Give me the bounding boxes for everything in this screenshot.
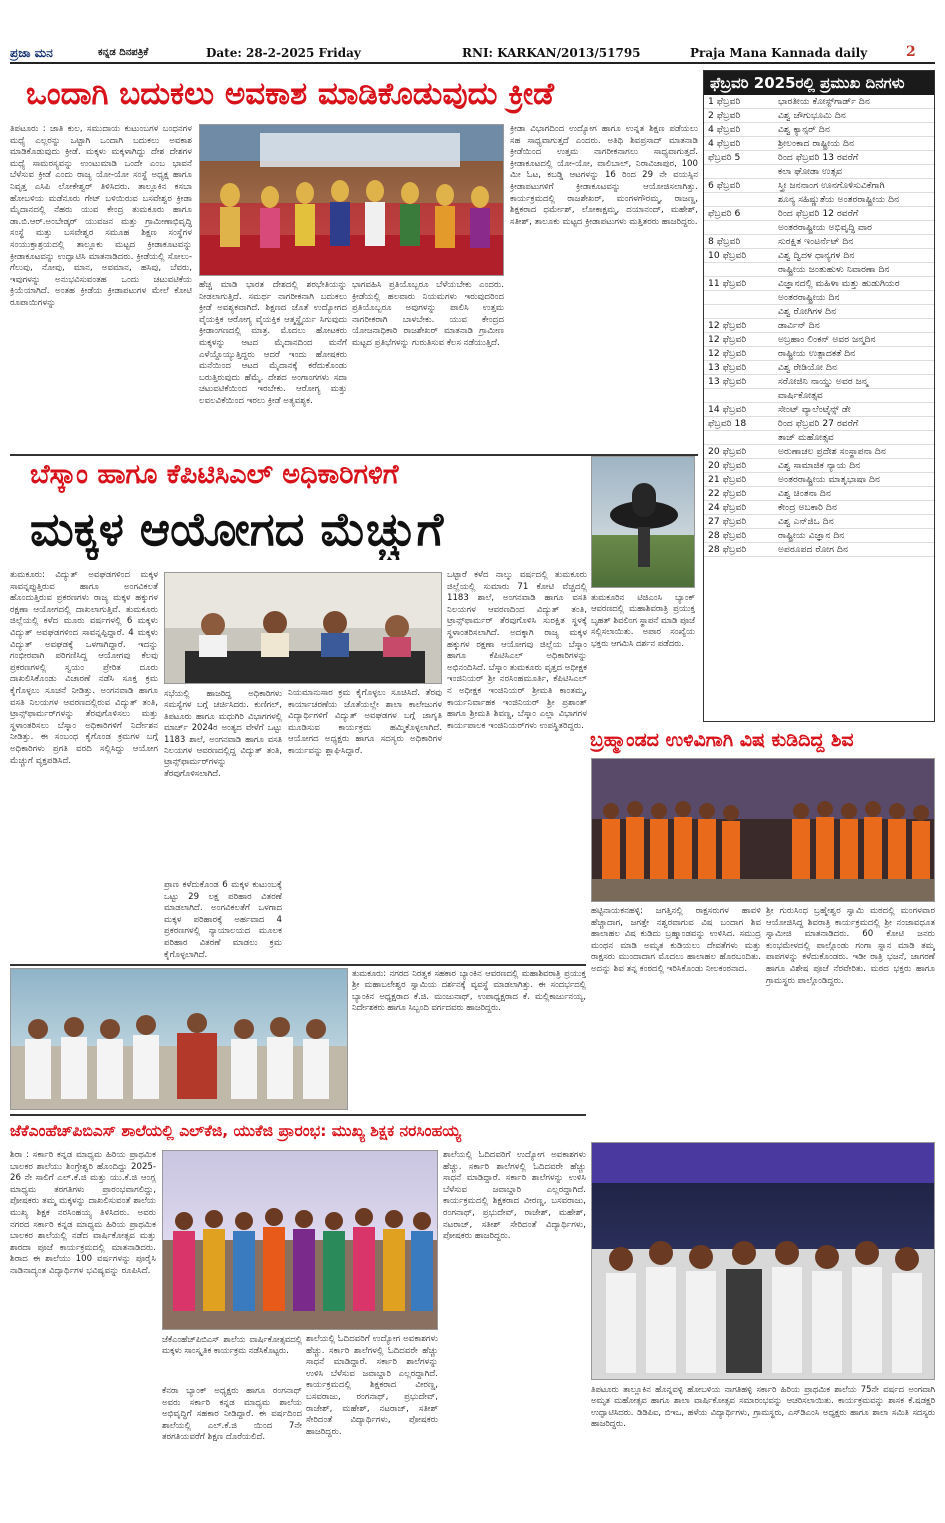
important-day-date: 24 ಫೆಬ್ರವರಿ: [708, 502, 747, 513]
important-day-event: ರಾಷ್ಟ್ರೀಯ ವಿಜ್ಞಾನ ದಿನ: [778, 530, 845, 541]
story1-col4: ಕ್ರೀಡಾ ವಿಭಾಗದಿಂದ ಉದ್ಯೋಗ ಹಾಗೂ ಉನ್ನತ ಶಿಕ್ಷಣ ಪಡೆಯಲು ಸಹ ಸಾಧ್ಯವಾಗುತ್ತದೆ ಎಂದರು. ಅತಿಥಿ ಶಿವಪ್ರಸಾದ್ ಮಾತನಾಡಿ ಕ್ರೀಡೆಯಿಂದ ಉತ್ತಮ ನಾಗರೀಕನಾಗಲು ಸಾಧ್ಯವಾಗುತ್ತದೆ. ಕ್ರೀಡಾಕೂಟದಲ್ಲಿ ಯೋ-ಯೋ, ವಾಲಿಬಾಲ್, ನಿರಾವಿಜಾಪುರ, 100 ಮೀ ಓಟ, ಕಬಡ್ಡಿ ಆಟಗಳನ್ನು 16 ರಿಂದ 29 ನೇ ವಯಸ್ಸಿನ ಕ್ರೀಡಾಪಟುಗಳಿಗೆ ಕ್ರೀಡಾಕೂಟವನ್ನು ಆಯೋಜಿಸಲಾಗಿತ್ತು. ಕಾರ್ಯಕ್ರಮದಲ್ಲಿ ರಾಜಶೇಖರ್, ಮಂಗಳಗೌರಮ್ಮ, ರಾಜಣ್ಣ, ಶಿಕ್ಷಕರಾದ ಧರ್ಮೇಶ್, ಲೋಕಾಕ್ಷಮ್ಮ, ದಯಾನಂದ್, ಮಹೇಶ್, ಸತೀಶ್, ತಾಲೂಕು ಮಟ್ಟದ ಕ್ರೀಡಾಪಟುಗಳು ಮತ್ತಿತರರು ಹಾಜರಿದ್ದರು.: [510, 124, 698, 227]
story6-caption: ತಿಪಟೂರು ತಾಲ್ಲೂಕಿನ ಹೊನ್ನವಳ್ಳಿ ಹೋಬಳಿಯ ನಾಗತಿಹಳ್ಳಿ ಸರ್ಕಾರಿ ಹಿರಿಯ ಪ್ರಾಥಮಿಕ ಶಾಲೆಯ 75ನೇ ವರ್ಷದ ಅಂಗವಾಗಿ ಅಮೃತ ಮಹೋತ್ಸವ ಹಾಗೂ ಶಾಲಾ ವಾರ್ಷಿಕೋತ್ಸವ ಸಮಾರಂಭವನ್ನು ಆಚರಿಸಲಾಯಿತು. ಕಾರ್ಯಕ್ರಮವನ್ನು ಶಾಸಕ ಕೆ.ಷಡಕ್ಷರಿ ಉದ್ಘಾಟಿಸಿದರು. ಡಿಡಿಪಿಐ, ಬಿಇಒ, ಹಳೆಯ ವಿದ್ಯಾರ್ಥಿಗಳು, ಗ್ರಾಮಸ್ಥರು, ಎಸ್‌ಡಿಎಂಸಿ ಅಧ್ಯಕ್ಷರು ಹಾಗೂ ಶಾಲಾ ಸಮಿತಿ ಸದಸ್ಯರು ಹಾಜರಿದ್ದರು.: [591, 1384, 935, 1429]
story4-photo: [10, 968, 348, 1110]
important-day-date: 27 ಫೆಬ್ರವರಿ: [708, 516, 747, 527]
story1-photo: [199, 124, 504, 276]
important-days-list: [704, 95, 934, 557]
important-day-event: ಅಂತರರಾಷ್ಟ್ರೀಯ ಮಾತೃಭಾಷಾ ದಿನ: [778, 474, 881, 485]
story5-col1: ಶಿರಾ : ಸರ್ಕಾರಿ ಕನ್ನಡ ಮಾಧ್ಯಮ ಹಿರಿಯ ಪ್ರಾಥಮಿಕ ಬಾಲಕರ ಶಾಲೆಯು ಶಿಂಗ್ರೇಶ್ವರಿ ಹೊಂದಿದ್ದು 2025-26 ನೇ ಸಾಲಿಗೆ ಎಲ್.ಕೆ.ಜಿ ಮತ್ತು ಯು.ಕೆ.ಜಿ ಆಂಗ್ಲ ಮಾಧ್ಯಮ ತರಗತಿಗಳು ಪ್ರಾರಂಭವಾಗಲಿದ್ದು, ಪೋಷಕರು ತಮ್ಮ ಮಕ್ಕಳನ್ನು ದಾಖಲಿಸುವಂತೆ ಶಾಲೆಯ ಮುಖ್ಯ ಶಿಕ್ಷಕ ನರಸಿಂಹಯ್ಯ ತಿಳಿಸಿದರು. ಅವರು ನಗರದ ಸರ್ಕಾರಿ ಕನ್ನಡ ಮಾಧ್ಯಮ ಹಿರಿಯ ಪ್ರಾಥಮಿಕ ಬಾಲಕರ ಶಾಲೆಯಲ್ಲಿ ನಡೆದ ವಾರ್ಷಿಕೋತ್ಸವ ಮತ್ತು ಶಾರದಾ ಪೂಜೆ ಕಾರ್ಯಕ್ರಮದಲ್ಲಿ ಮಾತನಾಡಿದರು. ಶಿರಾದ ಈ ಶಾಲೆಯು 100 ವರ್ಷಗಳನ್ನು ಪೂರೈಸಿ ನಾಡಿನಾದ್ಯಂತ ವಿದ್ಯಾರ್ಥಿಗಳ ಭವಿಷ್ಯವನ್ನು ರೂಪಿಸಿದೆ.: [10, 1150, 156, 1276]
important-day-event: ವಿಶ್ವ ಸಾಮಾಜಿಕ ನ್ಯಾಯ ದಿನ: [778, 460, 861, 471]
story1-col1: ತಿಪಟೂರು : ಜಾತಿ ಕುಲ, ಸಮುದಾಯ ಕುಟುಂಬಗಳ ಬಂಧನಗಳ ಮಧ್ಯೆ ಎಲ್ಲರನ್ನು ಒಟ್ಟಾಗಿ ಒಂದಾಗಿ ಬದುಕಲು ಅವಕಾಶ ಮಾಡಿಕೊಡುವುದು ಕ್ರೀಡೆ. ಮಕ್ಕಳು ಮಕ್ಕಳಾಗಿದ್ದು ದೇಶ ದೇಶಗಳ ಮಧ್ಯೆ ಸಾಮರಸ್ಯವನ್ನು ಉಂಟುಮಾಡಿ ಒಂದೇ ಎಂಬ ಭಾವನೆ ಬೆಳೆಸುವ ಕ್ರೀಡೆ ಎಂದು ರಾಜ್ಯ ಯೋ-ಯೋ ಸಂಸ್ಥೆ ಅಧ್ಯಕ್ಷ ಹಾಗೂ ನಿವೃತ್ತ ಎಸಿಪಿ ಲೋಕೇಶ್ವರ್ ತಿಳಿಸಿದರು. ತಾಲ್ಲೂಕಿನ ಕಸಬಾ ಹೋಬಳಿಯ ಮಡೆನೂರು ಗೇಟ್ ಬಳಿಯಿರುವ ಬಸವೇಶ್ವರ ಕ್ರೀಡಾ ಮೈದಾನದಲ್ಲಿ ನೆಹರು ಯುವ ಕೇಂದ್ರ ತುಮಕೂರು ಹಾಗೂ ಡಾ.ಬಿ.ಆರ್.ಅಂಬೇಡ್ಕರ್ ಯುವಜನ ಮತ್ತು ಗ್ರಾಮೀಣಾಭಿವೃದ್ಧಿ ಸಂಸ್ಥೆ ಮತ್ತು ಬಸವೇಶ್ವರ ಸಮೂಹ ಶಿಕ್ಷಣ ಸಂಸ್ಥೆಗಳ ಸಂಯುಕ್ತಾಶ್ರಯದಲ್ಲಿ ತಾಲ್ಲೂಕು ಮಟ್ಟದ ಕ್ರೀಡಾಕೂಟವನ್ನು ಕ್ರೀಡಾಕೂಟವನ್ನು ಉದ್ಘಾಟಿಸಿ ಮಾತನಾಡಿದರು. ಕ್ರೀಡೆಯಲ್ಲಿ ಸೋಲು-ಗೆಲುವು, ನೋವು, ಮಾನ, ಅವಮಾನ, ಹಸಿವು, ಬೆವರು, ಇವುಗಳನ್ನು ಅನುಭವಿಸುವಂತಹ ಒಂದು ಚಟುವಟಿಕೆಯ ಕ್ರಿಯೆಯಾಗಿದೆ. ಅಂತಹ ಕ್ರೀಡೆಯ ಕ್ರೀಡಾಪಟುಗಳ ಮೇಲೆ ಕೋಟಿ ರೂಪಾಯಿಗಳನ್ನು: [10, 124, 192, 308]
story2-col3: ನಿಯಮಾನುಸಾರ ಕ್ರಮ ಕೈಗೊಳ್ಳಲು ಸೂಚಿಸಿದೆ. ತೆರವು ಕಾರ್ಯಾಚರಣೆಯ ಜೊತೆಯಲ್ಲೇ ಶಾಲಾ ಕಾಲೇಜುಗಳ ವಿದ್ಯಾರ್ಥಿಗಳಿಗೆ ವಿದ್ಯುತ್ ಅವಘಡಗಳ ಬಗ್ಗೆ ಜಾಗೃತಿ ಮೂಡಿಸುವ ಕಾರ್ಯಕ್ರಮ ಹಮ್ಮಿಕೊಳ್ಳಲಾಗಿದೆ. ಆಯೋಗದ ಅಧ್ಯಕ್ಷರು ಹಾಗೂ ಸದಸ್ಯರು ಅಧಿಕಾರಿಗಳ ಕಾರ್ಯವನ್ನು ಶ್ಲಾಘಿಸಿದ್ದಾರೆ.: [288, 688, 442, 756]
story5-col3: ಶಾಲೆಯಲ್ಲಿ ಓದಿದವರಿಗೆ ಉದ್ಯೋಗ ಅವಕಾಶಗಳು ಹೆಚ್ಚು. ಸರ್ಕಾರಿ ಶಾಲೆಗಳಲ್ಲಿ ಓದಿದವರೇ ಹೆಚ್ಚು ಸಾಧನೆ ಮಾಡಿದ್ದಾರೆ. ಸರ್ಕಾರಿ ಶಾಲೆಗಳನ್ನು ಉಳಿಸಿ ಬೆಳೆಸುವ ಜವಾಬ್ದಾರಿ ಎಲ್ಲರದ್ದಾಗಿದೆ. ಕಾರ್ಯಕ್ರಮದಲ್ಲಿ ಶಿಕ್ಷಕರಾದ ವೀರಣ್ಣ, ಬಸವರಾಜು, ರಂಗನಾಥ್, ಪ್ರಭುದೇವ್, ರಾಜೇಶ್, ಮಹೇಶ್, ನಟರಾಜ್, ಸತೀಶ್ ಸೇರಿದಂತೆ ವಿದ್ಯಾರ್ಥಿಗಳು, ಪೋಷಕರು ಹಾಜರಿದ್ದರು.: [443, 1150, 586, 1242]
important-day-date: ಫೆಬ್ರವರಿ 18: [708, 418, 747, 429]
important-day-row: [704, 151, 934, 165]
important-day-event: ವಿಶ್ವ ಚಿಂತನಾ ದಿನ: [778, 488, 831, 499]
important-day-row: [704, 333, 934, 347]
important-day-date: ಫೆಬ್ರವರಿ 5: [708, 152, 741, 163]
important-day-row: [704, 431, 934, 445]
important-day-date: [708, 291, 778, 304]
important-day-row: [704, 417, 934, 431]
important-day-date: 4 ಫೆಬ್ರವರಿ: [708, 138, 741, 149]
important-day-event: ಶ್ರೀಲಂಕಾದ ರಾಷ್ಟ್ರೀಯ ದಿನ: [778, 138, 855, 149]
important-day-date: 20 ಫೆಬ್ರವರಿ: [708, 460, 747, 471]
important-day-row: [704, 403, 934, 417]
important-day-row: [704, 95, 934, 109]
story2-photo-scene: [165, 573, 442, 684]
important-day-event: ಕಲಾ ಘೋಡಾ ಉತ್ಸವ: [778, 166, 843, 177]
important-day-date: [708, 165, 778, 178]
important-day-row: [704, 277, 934, 291]
story3-headline: ಬ್ರಹ್ಮಾಂಡದ ಉಳಿವಿಗಾಗಿ ವಿಷ ಕುಡಿದಿದ್ದ ಶಿವ: [590, 729, 854, 751]
story3-col1: ಹಟ್ಟಿನಾಯಕನಹಳ್ಳಿ: ಜಗತ್ತಿನಲ್ಲಿ ರಾಕ್ಷಸರುಗಳ ಹಾವಳಿ ಹೆಚ್ಚಾದಾಗ, ಜಗತ್ತೇ ನಶ್ವರವಾಗುವ ವಿಷ ಬಂದಾಗ ಶಿವ ಹಾಲಾಹಲ ವಿಷ ಕುಡಿದು ಬ್ರಹ್ಮಾಂಡವನ್ನು ಉಳಿಸಿದ. ಸಮುದ್ರ ಮಂಥನ ಮಾಡಿ ಅಮೃತ ಕುಡಿಯಲು ದೇವತೆಗಳು ಮತ್ತು ರಾಕ್ಷಸರು ಮುಂದಾದಾಗ ಮೊದಲು ಹಾಲಾಹಲ ಹೊರಬಂದಿತು. ಅದನ್ನು ಶಿವ ತನ್ನ ಕಂಠದಲ್ಲಿ ಇರಿಸಿಕೊಂಡು ನೀಲಕಂಠನಾದ.: [591, 906, 761, 974]
page-number: 2: [906, 44, 916, 60]
important-day-row: [704, 235, 934, 249]
divider: [10, 964, 586, 966]
important-day-date: ಫೆಬ್ರವರಿ 6: [708, 208, 741, 219]
important-day-row: [704, 291, 934, 305]
masthead-rni: RNI: KARKAN/2013/51795: [462, 46, 641, 60]
masthead-paper-name: Praja Mana Kannada daily: [690, 46, 868, 60]
important-day-event: ವಿಶ್ವ ಕ್ಯಾನ್ಸರ್ ದಿನ: [778, 124, 830, 135]
story6-photo-scene: [592, 1143, 935, 1380]
story1-col3: ಭಾಗವಹಿಸಿ ಪ್ರತಿಯೊಬ್ಬರೂ ಬೆಳೆಯಬೇಕು ಎಂದರು. ಕ್ರೀಡೆಯಲ್ಲಿ ಹಲವಾರು ನಿಯಮಗಳು ಇರುವುದರಿಂದ ಪ್ರತಿಯೊಬ್ಬರೂ ಅವುಗಳನ್ನು ಪಾಲಿಸಿ ಉತ್ತಮ ನಾಗರೀಕರಾಗಿ ಬಾಳಬೇಕು. ಯುವ ಕೇಂದ್ರದ ಯೋಜನಾಧಿಕಾರಿ ರಾಜಶೇಖರ್ ಮಾತನಾಡಿ ಗ್ರಾಮೀಣ ಮಟ್ಟದ ಪ್ರತಿಭೆಗಳನ್ನು ಗುರುತಿಸುವ ಕೆಲಸ ನಡೆಯುತ್ತಿದೆ.: [352, 280, 504, 348]
important-day-date: 12 ಫೆಬ್ರವರಿ: [708, 320, 747, 331]
story5-col2c: ಶಾಲೆಯಲ್ಲಿ ಓದಿದವರಿಗೆ ಉದ್ಯೋಗ ಅವಕಾಶಗಳು ಹೆಚ್ಚು. ಸರ್ಕಾರಿ ಶಾಲೆಗಳಲ್ಲಿ ಓದಿದವರೇ ಹೆಚ್ಚು ಸಾಧನೆ ಮಾಡಿದ್ದಾರೆ. ಸರ್ಕಾರಿ ಶಾಲೆಗಳನ್ನು ಉಳಿಸಿ ಬೆಳೆಸುವ ಜವಾಬ್ದಾರಿ ಎಲ್ಲರದ್ದಾಗಿದೆ. ಕಾರ್ಯಕ್ರಮದಲ್ಲಿ ಶಿಕ್ಷಕರಾದ ವೀರಣ್ಣ, ಬಸವರಾಜು, ರಂಗನಾಥ್, ಪ್ರಭುದೇವ್, ರಾಜೇಶ್, ಮಹೇಶ್, ನಟರಾಜ್, ಸತೀಶ್ ಸೇರಿದಂತೆ ವಿದ್ಯಾರ್ಥಿಗಳು, ಪೋಷಕರು ಹಾಜರಿದ್ದರು.: [306, 1334, 438, 1437]
masthead-date: Date: 28-2-2025 Friday: [206, 46, 361, 60]
important-day-row: [704, 179, 934, 193]
important-day-date: 11 ಫೆಬ್ರವರಿ: [708, 278, 747, 289]
important-day-row: [704, 487, 934, 501]
important-day-event: ವಾರ್ಷಿಕೋತ್ಸವ: [778, 390, 823, 401]
important-day-event: ಅಂತರರಾಷ್ಟ್ರೀಯ ಅಭಿವೃದ್ಧಿ ವಾರ: [778, 222, 872, 233]
story2-col2b: ಪ್ರಾಣ ಕಳೆದುಕೊಂಡ 6 ಮಕ್ಕಳ ಕುಟುಂಬಕ್ಕೆ ಒಟ್ಟು 29 ಲಕ್ಷ ಪರಿಹಾರ ವಿತರಣೆ ಮಾಡಲಾಗಿದೆ. ಅಂಗವಿಕಲತೆಗೆ ಒಳಗಾದ ಮಕ್ಕಳ ಪರಿಹಾರಕ್ಕೆ ಅರ್ಹವಾದ 4 ಪ್ರಕರಣಗಳಲ್ಲಿ ನ್ಯಾಯಾಲಯದ ಮೂಲಕ ಪರಿಹಾರ ವಿತರಣೆ ಮಾಡಲು ಕ್ರಮ ಕೈಗೊಳ್ಳಲಾಗಿದೆ.: [164, 880, 282, 960]
important-day-date: 12 ಫೆಬ್ರವರಿ: [708, 334, 747, 345]
important-day-date: [708, 389, 778, 402]
important-day-event: ರಾಷ್ಟ್ರೀಯ ಜಂತುಹುಳು ನಿವಾರಣಾ ದಿನ: [778, 264, 890, 275]
story4-caption: ತುಮಕೂರು: ನಗರದ ನಿರತ್ವಕ ಸಹಕಾರ ಬ್ಯಾಂಕಿನ ಆವರಣದಲ್ಲಿ ಮಹಾಶಿವರಾತ್ರಿ ಪ್ರಯುಕ್ತ ಶ್ರೀ ಮಹಾಬಲೇಶ್ವರ ಸ್ವಾಮಿಯ ದರ್ಶನಕ್ಕೆ ವ್ಯವಸ್ಥೆ ಮಾಡಲಾಗಿತ್ತು. ಈ ಸಂದರ್ಭದಲ್ಲಿ ಬ್ಯಾಂಕಿನ ಅಧ್ಯಕ್ಷರಾದ ಕೆ.ಜಿ. ಮಂಜುನಾಥ್, ಉಪಾಧ್ಯಕ್ಷರಾದ ಕೆ. ಮಲ್ಲಿಕಾರ್ಜುನಯ್ಯ, ನಿರ್ದೇಶಕರು ಹಾಗೂ ಸಿಬ್ಬಂದಿ ವರ್ಗದವರು ಹಾಜರಿದ್ದರು.: [352, 968, 586, 1013]
story2-headline: ಮಕ್ಕಳ ಆಯೋಗದ ಮೆಚ್ಚುಗೆ: [30, 502, 444, 556]
important-day-date: 13 ಫೆಬ್ರವರಿ: [708, 362, 747, 373]
important-day-date: [708, 305, 778, 318]
important-day-event: ಸೇಂಟ್ ವ್ಯಾಲೆಂಟೈನ್ಸ್ ಡೇ: [778, 404, 851, 415]
important-day-event: ಅಪರೂಪದ ರೋಗ ದಿನ: [778, 544, 849, 555]
important-day-event: ರಿಂದ ಫೆಬ್ರವರಿ 13 ರವರೆಗೆ: [778, 152, 859, 163]
important-day-row: [704, 123, 934, 137]
story2-photo: [164, 572, 442, 684]
important-day-event: ಡಾರ್ವಿನ್ ದಿನ: [778, 320, 820, 331]
divider: [10, 1114, 586, 1116]
important-day-date: 4 ಫೆಬ್ರವರಿ: [708, 124, 741, 135]
important-day-date: 1 ಫೆಬ್ರವರಿ: [708, 96, 741, 107]
shivalinga-scene: [592, 457, 695, 588]
important-day-row: [704, 207, 934, 221]
story1-col2: ಹೆಚ್ಚ ಮಾಡಿ ಭಾರತ ದೇಶದಲ್ಲಿ ಶರಭೇತಿಯನ್ನು ನೀಡಲಾಗುತ್ತಿದೆ. ಸಮರ್ಥ ನಾಗರೀಕನಾಗಿ ಬದುಕಲು ಕ್ರೀಡೆ ಅವಶ್ಯಕವಾಗಿದೆ. ಶಿಕ್ಷಣದ ಜೊತೆ ಉದ್ಯೋಗದ ವೈಯಕ್ತಿಕ ಆರೋಗ್ಯ ವೈಯಕ್ತಿಕ ಆತ್ಮಸ್ಥೈರ್ಯ ಸಿಗುವುದು ಕ್ರೀಡಾಂಗಣದಲ್ಲಿ ಮಾತ್ರ. ಮೊದಲು ಹೋಟಕರು ಮಕ್ಕಳನ್ನು ಆಟದ ಮೈದಾನದಿಂದ ಮನೆಗೆ ಎಳೆಯ್ದೊಯ್ಯುತ್ತಿದ್ದರು ಆದರೆ ಇಂದು ಹೋಷಕರು ಮನೆಯಿಂದ ಆಟದ ಮೈದಾನಕ್ಕೆ ಕರೆದುಕೊಂಡು ಬರುತ್ತಿರುವುದು ಹೆಮ್ಮೆ. ದೇಶದ ಅಂಗಾಂಗಗಳು ಸದಾ ಚಟುವಟಿಕೆಯಿಂದ ಇರಬೇಕು. ಆರೋಗ್ಯ ಮತ್ತು ಲವಲವಿಕೆಯಿಂದ ಇರಲು ಕ್ರೀಡೆ ಅತ್ಯವಶ್ಯಕ.: [199, 280, 347, 406]
story2-col1: ತುಮಕೂರು: ವಿದ್ಯುತ್ ಅವಘಡಗಳಿಂದ ಮಕ್ಕಳ ಸಾವನ್ನಪ್ಪುತ್ತಿರುವ ಹಾಗೂ ಅಂಗವಿಕಲತೆ ಹೊಂದುತ್ತಿರುವ ಪ್ರಕರಣಗಳು ರಾಜ್ಯ ಮಕ್ಕಳ ಹಕ್ಕುಗಳ ರಕ್ಷಣಾ ಆಯೋಗದಲ್ಲಿ ದಾಖಲಾಗುತ್ತಿವೆ. ತುಮಕೂರು ಜಿಲ್ಲೆಯಲ್ಲಿ ಕಳೆದ ಮೂರು ವರ್ಷಗಳಲ್ಲಿ 6 ಮಕ್ಕಳು ವಿದ್ಯುತ್ ಅವಘಡಗಳಿಂದ ಸಾವನ್ನಪ್ಪಿದ್ದಾರೆ. 4 ಮಕ್ಕಳು ವಿದ್ಯುತ್ ಅವಘಡಕ್ಕೆ ಒಳಗಾಗಿದ್ದಾರೆ. ಇದನ್ನು ಗಂಭೀರವಾಗಿ ಪರಿಗಣಿಸಿದ್ದ ಆಯೋಗವು ಕೆಲವು ಪ್ರಕರಣಗಳಲ್ಲಿ ಸ್ವಯಂ ಪ್ರೇರಿತ ದೂರು ದಾಖಲಿಸಿಕೊಂಡು ವಿಚಾರಣೆ ನಡೆಸಿ ಸೂಕ್ತ ಕ್ರಮ ಕೈಗೊಳ್ಳಲು ಸೂಚನೆ ನೀಡಿತ್ತು. ಅಂಗನವಾಡಿ ಹಾಗೂ ವಸತಿ ನಿಲಯಗಳ ಆವರಣದಲ್ಲಿರುವ ವಿದ್ಯುತ್ ತಂತಿ, ಟ್ರಾನ್ಸ್‌ಫಾರ್ಮರ್‌ಗಳನ್ನು ತೆರವುಗೊಳಿಸಲು ಮತ್ತು ಸ್ಥಳಾಂತರಿಸಲು ಬೆಸ್ಕಾಂ ಅಧಿಕಾರಿಗಳಿಗೆ ನಿರ್ದೇಶನ ನೀಡಿತ್ತು. ಈ ಸಂಬಂಧ ಕೈಗೊಂಡ ಕ್ರಮಗಳ ಬಗ್ಗೆ ಅಧಿಕಾರಿಗಳು ಪ್ರಗತಿ ವರದಿ ಸಲ್ಲಿಸಿದ್ದು ಆಯೋಗ ಮೆಚ್ಚುಗೆ ವ್ಯಕ್ತಪಡಿಸಿದೆ.: [10, 570, 158, 766]
story5-photo-caption: ಜೆಕೆಎಂಹೆಚ್‌ಪಿಬಿಎಸ್ ಶಾಲೆಯ ವಾರ್ಷಿಕೋತ್ಸವದಲ್ಲಿ ಮಕ್ಕಳು ಸಾಂಸ್ಕೃತಿಕ ಕಾರ್ಯಕ್ರಮ ನಡೆಸಿಕೊಟ್ಟರು.: [162, 1334, 302, 1356]
masthead-tagline: ಕನ್ನಡ ದಿನಪತ್ರಿಕೆ: [98, 47, 149, 58]
important-day-row: [704, 529, 934, 543]
important-day-event: ರಿಂದ ಫೆಬ್ರವರಿ 12 ರವರೆಗೆ: [778, 208, 859, 219]
important-day-event: ವಿಶ್ವ ದ್ವಿದಳ ಧಾನ್ಯಗಳ ದಿನ: [778, 250, 855, 261]
important-day-date: [708, 193, 778, 206]
important-day-event: ತಾಜ್ ಮಹೋತ್ಸವ: [778, 432, 834, 443]
important-day-date: [708, 221, 778, 234]
important-day-event: ರಿಂದ ಫೆಬ್ರವರಿ 27 ರವರೆಗೆ: [778, 418, 859, 429]
important-day-event: ಕೇಂದ್ರ ಅಬಕಾರಿ ದಿನ: [778, 502, 837, 513]
important-day-date: 22 ಫೆಬ್ರವರಿ: [708, 488, 747, 499]
important-day-event: ರಾಷ್ಟ್ರೀಯ ಉತ್ಪಾದಕತೆ ದಿನ: [778, 348, 856, 359]
important-day-row: [704, 501, 934, 515]
important-day-date: 10 ಫೆಬ್ರವರಿ: [708, 250, 747, 261]
important-day-date: 12 ಫೆಬ್ರವರಿ: [708, 348, 747, 359]
important-day-event: ವಿಶ್ವ ಎನ್‌ಜಿಒ ದಿನ: [778, 516, 834, 527]
important-day-event: ವಿಜ್ಞಾನದಲ್ಲಿ ಮಹಿಳಾ ಮತ್ತು ಹುಡುಗಿಯರ: [778, 278, 900, 289]
story6-photo: [591, 1142, 935, 1380]
important-day-row: [704, 375, 934, 389]
important-day-event: ವಿಶ್ವ ರೋಗಿಗಳ ದಿನ: [778, 306, 837, 317]
important-days-box: [703, 70, 935, 722]
important-days-title: ಫೆಬ್ರವರಿ 2025ರಲ್ಲಿ ಪ್ರಮುಖ ದಿನಗಳು: [704, 71, 934, 95]
story2-kicker: ಬೆಸ್ಕಾಂ ಹಾಗೂ ಕೆಪಿಟಿಸಿಎಲ್ ಅಧಿಕಾರಿಗಳಿಗೆ: [30, 459, 399, 490]
important-day-row: [704, 515, 934, 529]
important-day-event: ವಿಶ್ವ ಜೌಗುಭೂಮಿ ದಿನ: [778, 110, 846, 121]
story1-photo-scene: [200, 125, 504, 276]
important-day-row: [704, 221, 934, 235]
important-day-date: 14 ಫೆಬ್ರವರಿ: [708, 404, 747, 415]
important-day-row: [704, 263, 934, 277]
important-day-row: [704, 137, 934, 151]
important-day-date: [708, 263, 778, 276]
story2-photo-caption: ಸಭೆಯಲ್ಲಿ ಹಾಜರಿದ್ದ ಅಧಿಕಾರಿಗಳು ಸಮಸ್ಯೆಗಳ ಬಗ್ಗೆ ಚರ್ಚಿಸಿದರು. ಕುಣಿಗಲ್, ತಿಪಟೂರು ಹಾಗೂ ಮಧುಗಿರಿ ವಿಭಾಗಗಳಲ್ಲಿ ಮಾರ್ಚ್ 2024ರ ಅಂತ್ಯದ ವೇಳೆಗೆ ಒಟ್ಟು 1183 ಶಾಲೆ, ಅಂಗನವಾಡಿ ಹಾಗೂ ವಸತಿ ನಿಲಯಗಳ ಆವರಣದಲ್ಲಿದ್ದ ವಿದ್ಯುತ್ ತಂತಿ, ಟ್ರಾನ್ಸ್‌ಫಾರ್ಮರ್‌ಗಳನ್ನು ತೆರವುಗೊಳಿಸಲಾಗಿದೆ.: [164, 688, 282, 778]
important-day-event: ಅಂತರರಾಷ್ಟ್ರೀಯ ದಿನ: [778, 292, 840, 303]
important-day-event: ಸುರಕ್ಷಿತ ಇಂಟರ್ನೆಟ್ ದಿನ: [778, 236, 854, 247]
important-day-date: 2 ಫೆಬ್ರವರಿ: [708, 110, 741, 121]
masthead: [10, 44, 935, 64]
story5-col2b: ಕೆನರಾ ಬ್ಯಾಂಕ್ ಅಧ್ಯಕ್ಷರು ಹಾಗೂ ರಂಗನಾಥ್ ಅವರು ಸರ್ಕಾರಿ ಕನ್ನಡ ಮಾಧ್ಯಮ ಶಾಲೆಯ ಅಭಿವೃದ್ಧಿಗೆ ಸಹಕಾರ ನೀಡಿದ್ದಾರೆ. ಈ ವರ್ಷದಿಂದ ಶಾಲೆಯಲ್ಲಿ ಎಲ್.ಕೆ.ಜಿ ಯಿಂದ 7ನೇ ತರಗತಿಯವರೆಗೆ ಶಿಕ್ಷಣ ದೊರೆಯಲಿದೆ.: [162, 1386, 302, 1443]
important-day-row: [704, 389, 934, 403]
important-day-date: 28 ಫೆಬ್ರವರಿ: [708, 544, 747, 555]
important-day-row: [704, 165, 934, 179]
important-day-row: [704, 319, 934, 333]
story4-photo-scene: [11, 969, 348, 1110]
story5-photo: [162, 1150, 438, 1330]
important-day-date: 28 ಫೆಬ್ರವರಿ: [708, 530, 747, 541]
important-day-event: ಅಬ್ರಹಾಂ ಲಿಂಕನ್ ಅವರ ಜನ್ಮದಿನ: [778, 334, 876, 345]
shivalinga-caption: ತುಮಕೂರಿನ ಟಿಜಿಎಂಸಿ ಬ್ಯಾಂಕ್ ಆವರಣದಲ್ಲಿ ಮಹಾಶಿವರಾತ್ರಿ ಪ್ರಯುಕ್ತ ಬೃಹತ್ ಶಿವಲಿಂಗ ಸ್ಥಾಪನೆ ಮಾಡಿ ಪೂಜೆ ಸಲ್ಲಿಸಲಾಯಿತು. ಅಪಾರ ಸಂಖ್ಯೆಯ ಭಕ್ತರು ಆಗಮಿಸಿ ದರ್ಶನ ಪಡೆದರು.: [591, 592, 695, 648]
important-day-row: [704, 473, 934, 487]
important-day-event: ಸ್ತ್ರೀ ಜನನಾಂಗ ಊನಗೊಳಿಸುವಿಕೆಗಾಗಿ: [778, 180, 885, 191]
important-day-event: ಭಾರತೀಯ ಕೋಸ್ಟ್‌ಗಾರ್ಡ್ ದಿನ: [778, 96, 870, 107]
important-day-row: [704, 543, 934, 557]
story5-headline: ಜೆಕೆಎಂಹೆಚ್‌ಪಿಬಿಎಸ್ ಶಾಲೆಯಲ್ಲಿ ಎಲ್‌ಕೆಜಿ, ಯುಕೆಜಿ ಪ್ರಾರಂಭ: ಮುಖ್ಯ ಶಿಕ್ಷಕ ನರಸಿಂಹಯ್ಯ: [10, 1122, 461, 1140]
masthead-logo: ಪ್ರಜಾ ಮನ: [10, 46, 53, 60]
important-day-event: ವಿಶ್ವ ರೇಡಿಯೋ ದಿನ: [778, 362, 838, 373]
important-day-row: [704, 193, 934, 207]
important-day-row: [704, 445, 934, 459]
important-day-event: ಸರೋಜಿನಿ ನಾಯ್ಡು ಅವರ ಜನ್ಮ: [778, 376, 869, 387]
important-day-event: ಅರುಣಾಚಲ ಪ್ರದೇಶ ಸಂಸ್ಥಾಪನಾ ದಿನ: [778, 446, 886, 457]
story5-photo-scene: [163, 1151, 438, 1330]
story3-photo: [591, 758, 935, 902]
important-day-row: [704, 361, 934, 375]
story3-photo-scene: [592, 759, 935, 902]
important-day-date: 20 ಫೆಬ್ರವರಿ: [708, 446, 747, 457]
important-day-date: 13 ಫೆಬ್ರವರಿ: [708, 376, 747, 387]
story1-headline: ಒಂದಾಗಿ ಬದುಕಲು ಅವಕಾಶ ಮಾಡಿಕೊಡುವುದು ಕ್ರೀಡೆ: [26, 76, 555, 112]
important-day-row: [704, 305, 934, 319]
shivalinga-photo: [591, 456, 695, 588]
important-day-row: [704, 109, 934, 123]
important-day-row: [704, 347, 934, 361]
important-day-date: 8 ಫೆಬ್ರವರಿ: [708, 236, 741, 247]
important-day-date: 21 ಫೆಬ್ರವರಿ: [708, 474, 747, 485]
story2-col4: ಒಟ್ಟಾರೆ ಕಳೆದ ನಾಲ್ಕು ವರ್ಷದಲ್ಲಿ ತುಮಕೂರು ಜಿಲ್ಲೆಯಲ್ಲಿ ಸುಮಾರು 71 ಕೋಟಿ ವೆಚ್ಚದಲ್ಲಿ 1183 ಶಾಲೆ, ಅಂಗನವಾಡಿ ಹಾಗೂ ವಸತಿ ನಿಲಯಗಳ ಆವರಣದಿಂದ ವಿದ್ಯುತ್ ತಂತಿ, ಟ್ರಾನ್ಸ್‌ಫಾರ್ಮರ್ ತೆರವುಗೊಳಿಸಿ ಸುರಕ್ಷಿತ ಸ್ಥಳಕ್ಕೆ ಸ್ಥಳಾಂತರಿಸಲಾಗಿದೆ. ಅದಕ್ಕಾಗಿ ರಾಜ್ಯ ಮಕ್ಕಳ ಹಕ್ಕುಗಳ ರಕ್ಷಣಾ ಆಯೋಗವು ಜಿಲ್ಲೆಯ ಬೆಸ್ಕಾಂ ಹಾಗೂ ಕೆಪಿಟಿಸಿಎಲ್ ಅಧಿಕಾರಿಗಳನ್ನು ಅಭಿನಂದಿಸಿದೆ. ಬೆಸ್ಕಾಂ ತುಮಕೂರು ವೃತ್ತದ ಅಧೀಕ್ಷಕ ಇಂಜಿನಿಯರ್ ಶ್ರೀ ನರಸಿಂಹಮೂರ್ತಿ, ಕೆಪಿಟಿಸಿಎಲ್ ನ ಅಧೀಕ್ಷಕ ಇಂಜಿನಿಯರ್ ಶ್ರೀಮತಿ ಕಾಂತಮ್ಮ, ಕಾರ್ಯನಿರ್ವಾಹಕ ಇಂಜಿನಿಯರ್ ಶ್ರೀ ಪ್ರಶಾಂತ್ ಹಾಗೂ ಶ್ರೀಮತಿ ಶಿವಣ್ಣ, ಬೆಸ್ಕಾಂ ಎಲ್ಲಾ ವಿಭಾಗಗಳ ಕಾರ್ಯಪಾಲಕ ಇಂಜಿನಿಯರ್‌ಗಳು ಉಪಸ್ಥಿತರಿದ್ದರು.: [447, 570, 587, 731]
important-day-row: [704, 459, 934, 473]
important-day-row: [704, 249, 934, 263]
important-day-event: ಶೂನ್ಯ ಸಹಿಷ್ಣುತೆಯ ಅಂತರರಾಷ್ಟ್ರೀಯ ದಿನ: [778, 194, 900, 205]
important-day-date: 6 ಫೆಬ್ರವರಿ: [708, 180, 741, 191]
important-day-date: [708, 431, 778, 444]
story3-col2: ಶ್ರೀ ಗುರುಸಿಂಧ ಬ್ರಹ್ಮೇಶ್ವರ ಸ್ವಾಮಿ ಮಠದಲ್ಲಿ ಮಂಗಳವಾರ ಆಯೋಜಿಸಿದ್ದ ಶಿವರಾತ್ರಿ ಕಾರ್ಯಕ್ರಮದಲ್ಲಿ ಶ್ರೀ ನಂಜಾವಧೂತ ಸ್ವಾಮೀಜಿ ಮಾತನಾಡಿದರು. 60 ಕೋಟಿ ಜನರು ಕುಂಭಮೇಳದಲ್ಲಿ ಪಾಲ್ಗೊಂಡು ಗಂಗಾ ಸ್ನಾನ ಮಾಡಿ ತಮ್ಮ ಪಾಪಗಳನ್ನು ಕಳೆದುಕೊಂಡರು. ಇಡೀ ರಾತ್ರಿ ಭಜನೆ, ಜಾಗರಣೆ ಹಾಗೂ ವಿಶೇಷ ಪೂಜೆ ನೆರವೇರಿತು. ಮಠದ ಭಕ್ತರು ಹಾಗೂ ಗ್ರಾಮಸ್ಥರು ಪಾಲ್ಗೊಂಡಿದ್ದರು.: [766, 906, 935, 986]
